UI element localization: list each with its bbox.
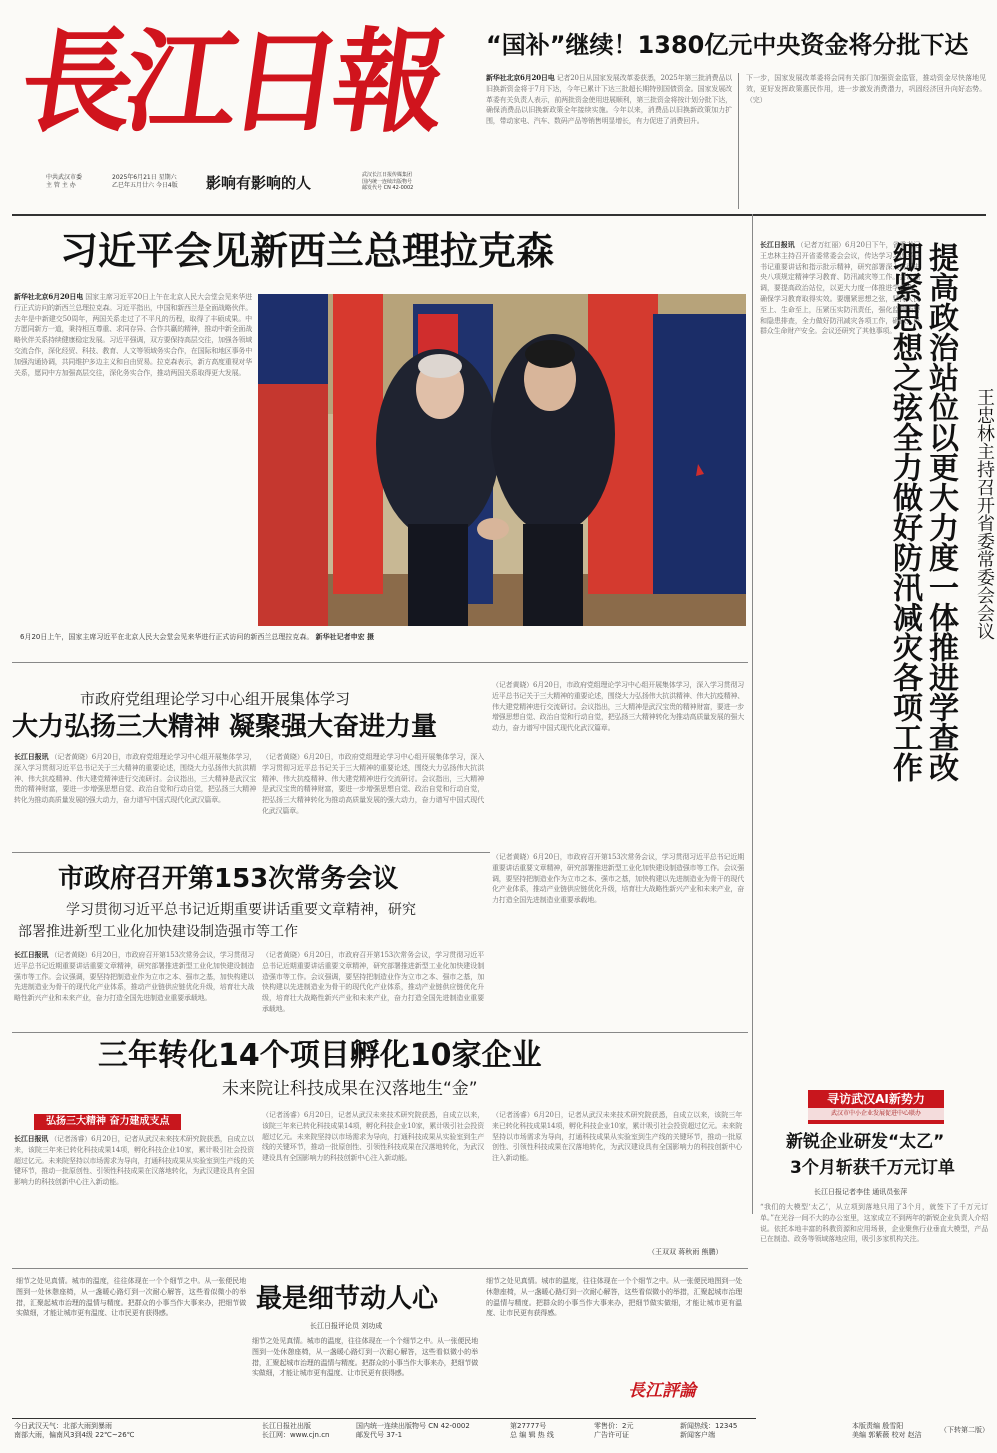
commentary-seal: 長江評論 (628, 1381, 696, 1401)
commentary-body: 细节之处见真情。城市的温度，往往体现在一个个细节之中。从一张便民地图到一处休憩座椅，从一盏暖心路灯到一次耐心解答，这些看似微小的举措，汇聚起城市治理的温情与精度。把群众的小事当作大事来办，把细节做实做细，才能让城市更有温度、让市民更有获得感。 (16, 1277, 246, 1318)
sanjing-headline: 大力弘扬三大精神 凝聚强大奋进力量 (12, 712, 438, 742)
footer-editors: 本版责编 殷雪阳 美编 郭紫薇 校对 赵洁 (852, 1422, 922, 1439)
sanjing-body-2: （记者黄晓）6月20日，市政府党组理论学习中心组开展集体学习，深入学习贯彻习近平总书记关于三大精神的重要论述，围绕大力弘扬伟大抗洪精神、伟大抗疫精神、伟大建党精神进行交流研讨。会议指出，三大精神是武汉宝贵的精神财富，要进一步增强思想自觉、政治自觉和行动自觉，把弘扬三大精神转化为推动高质量发展的强大动力，奋力谱写中国式现代化武汉篇章。 (262, 753, 484, 815)
commentary-body-3: 细节之处见真情。城市的温度，往往体现在一个个细节之中。从一张便民地图到一处休憩座椅，从一盏暖心路灯到一次耐心解答，这些看似微小的举措，汇聚起城市治理的温情与精度。把群众的小事当作大事来办，把细节做实做细，才能让城市更有温度、让市民更有获得感。 (486, 1277, 742, 1318)
footer-publisher: 长江日报社出版 长江网：www.cjn.cn (262, 1422, 330, 1439)
meeting-body: 长江日报讯 （记者黄晓）6月20日，市政府召开第153次常务会议，学习贯彻习近平总书记近期重要讲话重要文章精神，研究部署推进新型工业化加快建设制造强市等工作。会议强调，要坚持把制造业作为立市之本、强市之基，加快构建以先进制造业为骨干的现代化产业体系，推动产业链供应链优化升级，培育壮大战略性新兴产业和未来产业，奋力打造全国先进制造业重要承载地。 (14, 950, 254, 1003)
meeting-subhead-2: 部署推进新型工业化加快建设制造强市等工作 (18, 924, 298, 940)
commentary-headline: 最是细节动人心 (256, 1284, 439, 1314)
sanjing-body-3: （记者黄晓）6月20日，市政府党组理论学习中心组开展集体学习，深入学习贯彻习近平总书记关于三大精神的重要论述，围绕大力弘扬伟大抗洪精神、伟大抗疫精神、伟大建党精神进行交流研讨。会议指出，三大精神是武汉宝贵的精神财富，要进一步增强思想自觉、政治自觉和行动自觉，把弘扬三大精神转化为推动高质量发展的强大动力，奋力谱写中国式现代化武汉篇章。 (492, 681, 744, 733)
right-headline-1: 提高政治站位以更大力度一体推进学查改 (923, 242, 958, 782)
sanjing-kicker: 市政府党组理论学习中心组开展集体学习 (80, 690, 351, 708)
feature-series: 寻访武汉AI新势力 武汉市中小企业发展促进中心联办 (808, 1090, 944, 1124)
incubate-badge: 弘扬三大精神 奋力建成支点 (34, 1114, 181, 1130)
incubate-byline: （王双双 蒋秋雨 熊鹏） (648, 1248, 723, 1256)
masthead-sponsor: 中共武汉市委 主 管 主 办 (46, 174, 83, 189)
top-story-body-2: 下一步，国家发展改革委将会同有关部门加强资金监管，推动资金尽快落地见效，更好发挥政策惠民作用，进一步激发消费潜力，巩固经济回升向好态势。（完） (746, 74, 986, 104)
masthead-slogan: 影响有影响的人 (206, 174, 312, 192)
top-story-headline: “国补”继续！1380亿元中央资金将分批下达 (486, 31, 969, 59)
masthead-issn: 武汉长江日报传媒集团 国内统一连续出版物号 邮发代号 CN 42-0002 (362, 172, 414, 191)
masthead (0, 0, 480, 205)
commentary-byline: 长江日报评论员 刘功成 (310, 1322, 383, 1330)
meeting-subhead-1: 学习贯彻习近平总书记近期重要讲话重要文章精神，研究 (66, 902, 416, 918)
meeting-headline: 市政府召开第153次常务会议 (58, 864, 399, 894)
right-headline-2: 绷紧思想之弦全力做好防汛减灾各项工作 (887, 242, 922, 782)
footer-issue: 第27777号 总 编 辑 热 线 (510, 1422, 554, 1439)
feature-byline: 长江日报记者李佳 通讯员张萍 (814, 1188, 908, 1196)
incubate-body: 长江日报讯 （记者汤睿）6月20日，记者从武汉未来技术研究院获悉，自成立以来，该院三年来已转化科技成果14项，孵化科技企业10家，累计吸引社会投资超过亿元。未来院坚持以市场需求为导向，打通科技成果从实验室到生产线的关键环节，推动一批原创性、引领性科技成果在汉落地转化，为武汉建设具有全国影响力的科技创新中心注入新动能。 (14, 1134, 254, 1187)
lead-story-body: 新华社北京6月20日电 国家主席习近平20日上午在北京人民大会堂会见来华进行正式访问的新西兰总理拉克森。习近平指出，中国和新西兰是全面战略伙伴。去年是中新建交50周年，两国关系走过了不平凡的历程，取得了丰硕成果。中方愿同新方一道，秉持相互尊重、求同存异、合作共赢的精神，推动中新全面战略伙伴关系持续健康稳定发展。习近平强调，双方要保持高层交往，加强各领域交流合作，深化经贸、科技、教育、人文等领域务实合作，在国际和地区事务中加强沟通协调，共同维护多边主义和自由贸易。拉克森表示，新方高度重视对华关系，愿同中方加强高层交往，深化务实合作，推动两国关系取得更大发展。 (14, 292, 252, 377)
feature-headline-2: 3个月斩获千万元订单 (790, 1158, 955, 1178)
commentary-body-2: 细节之处见真情。城市的温度，往往体现在一个个细节之中。从一张便民地图到一处休憩座椅，从一盏暖心路灯到一次耐心解答，这些看似微小的举措，汇聚起城市治理的温情与精度。把群众的小事当作大事来办，把细节做实做细，才能让城市更有温度、让市民更有获得感。 (252, 1337, 478, 1378)
incubate-headline: 三年转化14个项目孵化10家企业 (98, 1038, 542, 1073)
incubate-subhead: 未来院让科技成果在汉落地生“金” (222, 1079, 478, 1099)
lead-story-photo (258, 294, 746, 626)
feature-body: “我们的大模型‘太乙’，从立项到落地只用了3个月，就签下了千万元订单。”在光谷一间不大的办公室里，这家成立不到两年的新锐企业负责人介绍说。依托本地丰富的科教资源和应用场景，企业聚焦行业垂直大模型，产品已在制造、政务等领域落地应用，吸引多家机构关注。 (760, 1203, 988, 1244)
footer-weather: 今日武汉天气：北部大雨到暴雨 南部大雨，偏南风3到4级 22℃~26℃ (14, 1422, 135, 1439)
feature-note: （下转第二版） (940, 1426, 989, 1434)
newspaper-logo: 長江日報 (12, 17, 448, 148)
meeting-body-3: （记者黄晓）6月20日，市政府召开第153次常务会议，学习贯彻习近平总书记近期重要讲话重要文章精神，研究部署推进新型工业化加快建设制造强市等工作。会议强调，要坚持把制造业作为立市之本、强市之基，加快构建以先进制造业为骨干的现代化产业体系，推动产业链供应链优化升级，培育壮大战略性新兴产业和未来产业，奋力打造全国先进制造业重要承载地。 (492, 853, 744, 905)
footer-cn: 国内统一连续出版物号 CN 42-0002 邮发代号 37-1 (356, 1422, 470, 1439)
sanjing-body: 长江日报讯 （记者黄晓）6月20日，市政府党组理论学习中心组开展集体学习，深入学习贯彻习近平总书记关于三大精神的重要论述，围绕大力弘扬伟大抗洪精神、伟大抗疫精神、伟大建党精神进行交流研讨。会议指出，三大精神是武汉宝贵的精神财富，要进一步增强思想自觉、政治自觉和行动自觉，把弘扬三大精神转化为推动高质量发展的强大动力，奋力谱写中国式现代化武汉篇章。 (14, 752, 256, 805)
footer-price: 零售价：2元 广告许可证 (594, 1422, 634, 1439)
masthead-date: 2025年6月21日 星期六 乙巳年五月廿六 今日4版 (112, 174, 178, 189)
footer-hotline: 新闻热线：12345 新闻客户端 (680, 1422, 738, 1439)
feature-headline-1: 新锐企业研发“太乙” (786, 1132, 945, 1152)
lead-story-headline: 习近平会见新西兰总理拉克森 (60, 229, 555, 273)
meeting-body-2: （记者黄晓）6月20日，市政府召开第153次常务会议，学习贯彻习近平总书记近期重要讲话重要文章精神，研究部署推进新型工业化加快建设制造强市等工作。会议强调，要坚持把制造业作为立市之本、强市之基，加快构建以先进制造业为骨干的现代化产业体系，推动产业链供应链优化升级，培育壮大战略性新兴产业和未来产业，奋力打造全国先进制造业重要承载地。 (262, 951, 484, 1013)
incubate-body-2: （记者汤睿）6月20日，记者从武汉未来技术研究院获悉，自成立以来，该院三年来已转化科技成果14项，孵化科技企业10家，累计吸引社会投资超过亿元。未来院坚持以市场需求为导向，打通科技成果从实验室到生产线的关键环节，推动一批原创性、引领性科技成果在汉落地转化，为武汉建设具有全国影响力的科技创新中心注入新动能。 (262, 1111, 484, 1163)
meeting-photo-image (258, 294, 746, 626)
right-kicker: 王忠林主持召开省委常委会会议 (974, 388, 995, 640)
photo-caption: 6月20日上午，国家主席习近平在北京人民大会堂会见来华进行正式访问的新西兰总理拉克森。 新华社记者申宏 摄 (20, 633, 375, 641)
incubate-body-3: （记者汤睿）6月20日，记者从武汉未来技术研究院获悉，自成立以来，该院三年来已转化科技成果14项，孵化科技企业10家，累计吸引社会投资超过亿元。未来院坚持以市场需求为导向，打通科技成果从实验室到生产线的关键环节，推动一批原创性、引领性科技成果在汉落地转化，为武汉建设具有全国影响力的科技创新中心注入新动能。 (492, 1111, 742, 1163)
top-story-body: 新华社北京6月20日电 记者20日从国家发展改革委获悉，2025年第三批消费品以旧换新资金将于7月下达，今年已累计下达三批超长期特别国债资金。国家发展改革委有关负责人表示，前两批资金使用进展顺利，第三批资金将按计划分批下达，确保消费品以旧换新政策全年接续实施。今年以来，消费品以旧换新政策加力扩围，带动家电、汽车、数码产品等销售明显增长，有力促进了消费回升。 (486, 73, 732, 126)
right-column-body: 长江日报讯 （记者万红丽）6月20日下午，省委书记王忠林主持召开省委常委会会议，传达学习习近平总书记重要讲话和指示批示精神，研究部署深入贯彻中央八项规定精神学习教育、防汛减灾等工作。会议强调，要提高政治站位，以更大力度一体推进学查改，确保学习教育取得实效。要绷紧思想之弦，坚持人民至上、生命至上，压紧压实防汛责任，强化监测预警和隐患排查，全力做好防汛减灾各项工作，确保人民群众生命财产安全。会议还研究了其他事项。 (760, 240, 920, 336)
